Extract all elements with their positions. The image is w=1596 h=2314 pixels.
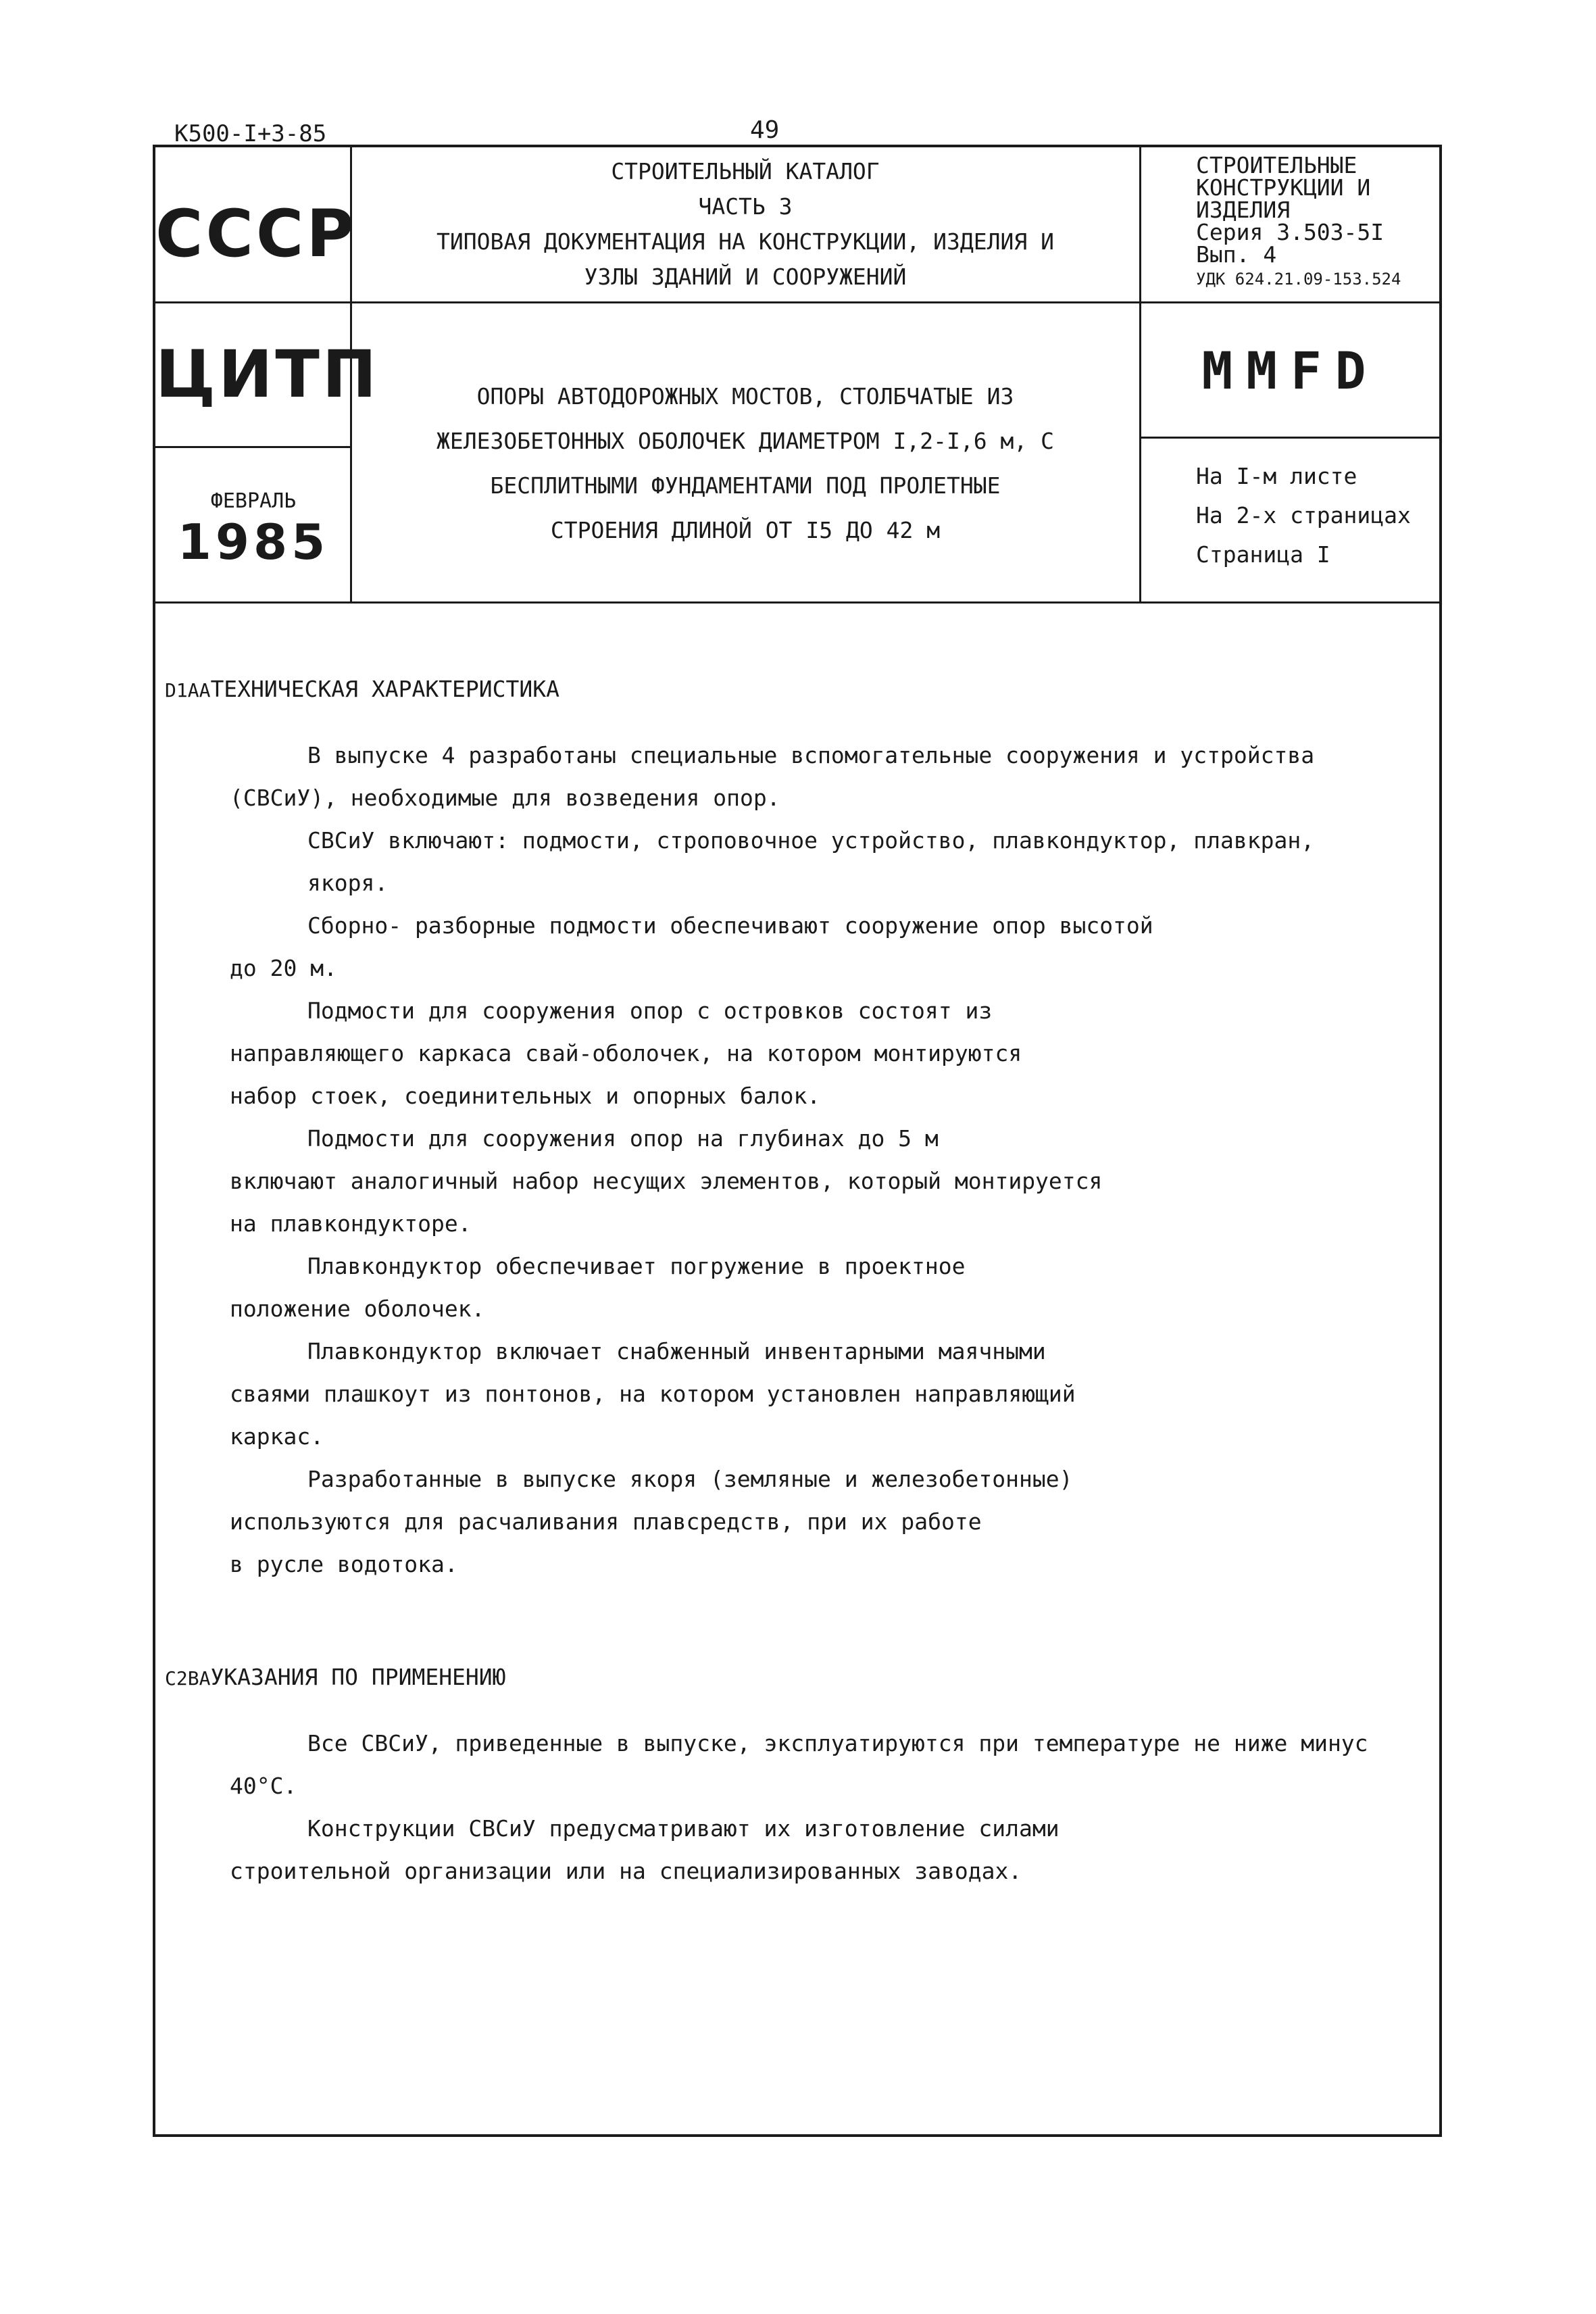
org-ussr: СССР <box>155 196 357 272</box>
current-page: Страница I <box>1196 541 1330 568</box>
body-line: Плавкондуктор обеспечивает погружение в проектное <box>307 1253 966 1279</box>
body-line: каркас. <box>230 1423 324 1450</box>
body-line: 40°С. <box>230 1773 297 1799</box>
section-heading <box>165 1664 506 1690</box>
catalog-block <box>351 154 1139 295</box>
body-line: (СВСиУ), необходимые для возведения опор. <box>230 785 780 811</box>
document-index: ММFD <box>1201 341 1380 401</box>
header-divider-org <box>153 301 351 303</box>
body-line: положение оболочек. <box>230 1296 485 1322</box>
org-citp: ЦИТП <box>155 337 380 412</box>
series-block <box>1196 154 1439 293</box>
body-line: Сборно- разборные подмости обеспечивают сооружение опор высотой <box>307 912 1153 939</box>
catalog-line: ЧАСТЬ 3 <box>698 193 793 220</box>
section-title: УКАЗАНИЯ ПО ПРИМЕНЕНИЮ <box>210 1664 506 1690</box>
body-line: используются для расчаливания плавсредств, при их работе <box>230 1508 982 1535</box>
sheet-count: На I-м листе <box>1196 463 1357 489</box>
udk-code: УДК 624.21.09-153.524 <box>1196 270 1401 289</box>
series-line: КОНСТРУКЦИИ И <box>1196 174 1371 201</box>
body-line: Подмости для сооружения опор с островков состоят из <box>307 998 993 1024</box>
body-line: сваями плашкоут из понтонов, на котором установлен направляющий <box>230 1381 1076 1407</box>
document-title <box>351 374 1139 553</box>
header-divider <box>153 601 1442 604</box>
body-line: включают аналогичный набор несущих элементов, который монтируется <box>230 1168 1103 1194</box>
header-divider-index <box>1139 437 1442 439</box>
series-number: Серия 3.503-5I <box>1196 219 1385 245</box>
header-divider-date <box>153 446 351 448</box>
section-heading <box>165 676 559 702</box>
series-line: СТРОИТЕЛЬНЫЕ <box>1196 152 1357 178</box>
body-line: строительной организации или на специализированных заводах. <box>230 1858 1022 1884</box>
body-line: на плавкондукторе. <box>230 1210 472 1237</box>
section2-body <box>230 1722 1392 1892</box>
page-number: 49 <box>750 116 780 144</box>
sheet-info <box>1196 457 1439 574</box>
body-line: до 20 м. <box>230 955 337 981</box>
catalog-line: СТРОИТЕЛЬНЫЙ КАТАЛОГ <box>611 158 880 184</box>
section-code: D1AA <box>165 679 211 701</box>
date-month: ФЕВРАЛЬ <box>210 489 297 513</box>
body-line: СВСиУ включают: подмости, строповочное устройство, плавкондуктор, плавкран, якоря. <box>307 827 1315 896</box>
body-line: направляющего каркаса свай-оболочек, на котором монтируются <box>230 1040 1022 1066</box>
catalog-line: ТИПОВАЯ ДОКУМЕНТАЦИЯ НА КОНСТРУКЦИИ, ИЗДЕЛИЯ И <box>437 228 1054 255</box>
document-code: К500-I+3-85 <box>174 120 327 147</box>
page-count: На 2-х страницах <box>1196 502 1411 528</box>
catalog-line: УЗЛЫ ЗДАНИЙ И СООРУЖЕНИЙ <box>584 264 907 290</box>
section-title: ТЕХНИЧЕСКАЯ ХАРАКТЕРИСТИКА <box>210 676 559 702</box>
body-line: Все СВСиУ, приведенные в выпуске, эксплуатируются при температуре не ниже минус <box>307 1730 1368 1756</box>
series-line: ИЗДЕЛИЯ <box>1196 197 1291 223</box>
title-line: СТРОЕНИЯ ДЛИНОЙ ОТ I5 ДО 42 м <box>550 517 941 543</box>
body-line: в русле водотока. <box>230 1551 458 1577</box>
header-divider-title <box>350 301 1442 303</box>
section1-body <box>230 734 1392 1585</box>
body-line: Плавкондуктор включает снабженный инвентарными маячными <box>307 1338 1046 1364</box>
title-line: ОПОРЫ АВТОДОРОЖНЫХ МОСТОВ, СТОЛБЧАТЫЕ ИЗ <box>476 383 1014 410</box>
title-line: БЕСПЛИТНЫМИ ФУНДАМЕНТАМИ ПОД ПРОЛЕТНЫЕ <box>490 472 1001 499</box>
body-line: Разработанные в выпуске якоря (земляные и железобетонные) <box>307 1466 1073 1492</box>
issue-number: Вып. 4 <box>1196 241 1277 268</box>
body-line: В выпуске 4 разработаны специальные вспомогательные сооружения и устройства <box>307 742 1315 768</box>
date-year: 1985 <box>177 514 330 570</box>
body-line: набор стоек, соединительных и опорных балок. <box>230 1083 821 1109</box>
header-divider-right <box>1139 145 1141 603</box>
body-line: Подмости для сооружения опор на глубинах до 5 м <box>307 1125 939 1152</box>
body-line: Конструкции СВСиУ предусматривают их изготовление силами <box>307 1815 1059 1842</box>
section-code: C2BA <box>165 1667 211 1690</box>
title-line: ЖЕЛЕЗОБЕТОННЫХ ОБОЛОЧЕК ДИАМЕТРОМ I,2-I,6 м, С <box>437 428 1054 454</box>
